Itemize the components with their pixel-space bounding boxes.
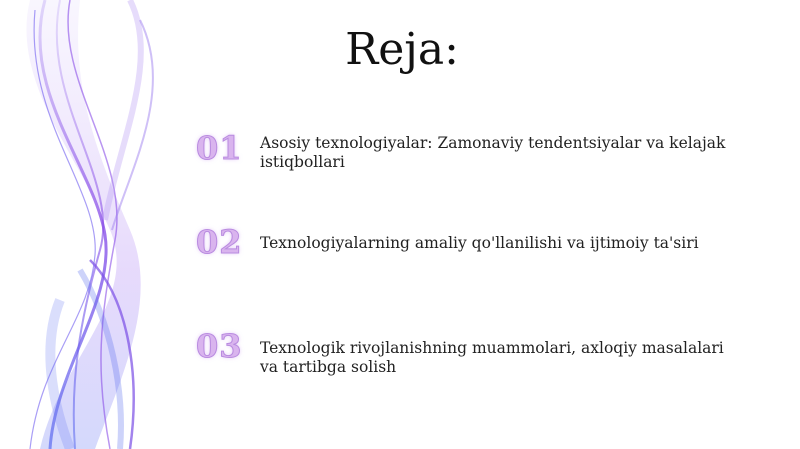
agenda-number-3: 03 — [196, 327, 243, 365]
agenda-text-3: Texnologik rivojlanishning muammolari, axloqiy masalalari va tartibga solish — [260, 339, 724, 376]
agenda-number-1: 01 — [196, 129, 243, 167]
agenda-text-2: Texnologiyalarning amaliy qo'llanilishi va ijtimoiy ta'siri — [260, 234, 699, 252]
agenda-text-1: Asosiy texnologiyalar: Zamonaviy tendentsiyalar va kelajak istiqbollari — [260, 134, 726, 171]
agenda-number-2: 02 — [196, 223, 243, 261]
slide-title: Reja: — [345, 24, 459, 75]
